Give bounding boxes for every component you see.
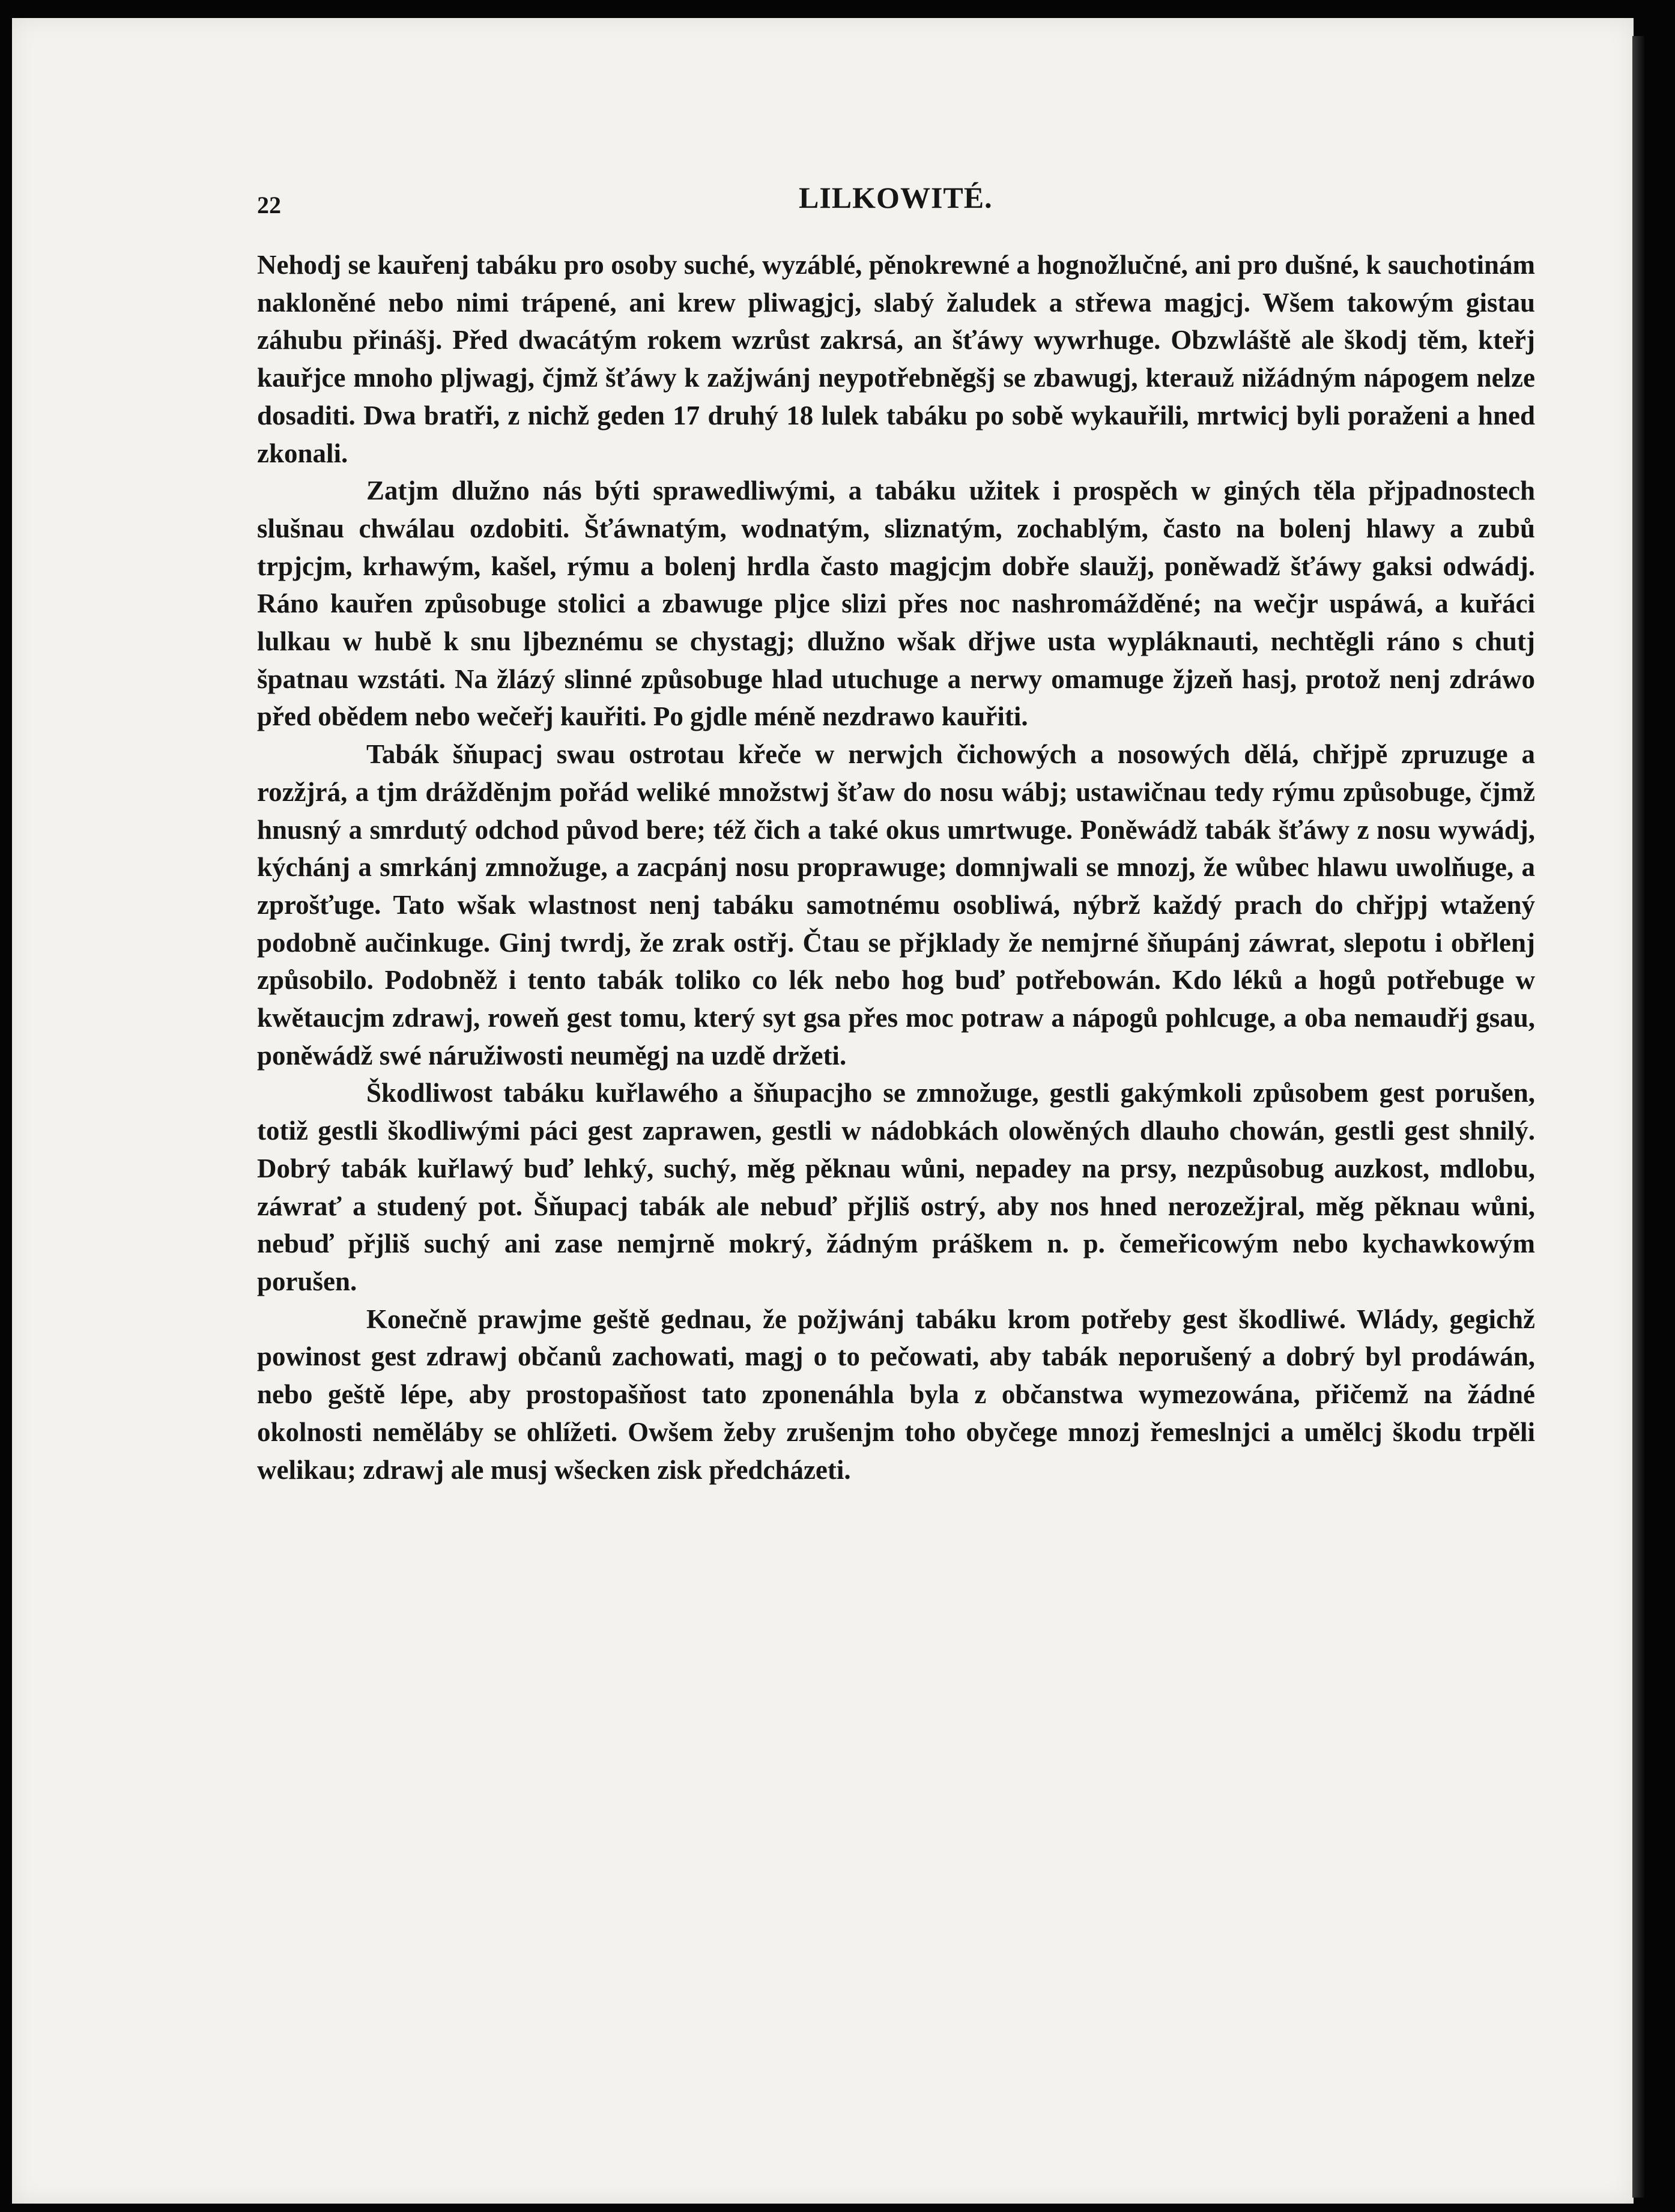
running-head: LILKOWITÉ. — [799, 181, 993, 214]
page-number: 22 — [257, 192, 281, 219]
paragraph-1: Nehodj se kauřenj tabáku pro osoby suché, wyzáblé, pěnokrewné a hognožlučné, ani pro dušné, k sauchotinám nakloněné nebo nimi trápené, ani krew pliwagjcj, slabý žaludek a střewa magjcj. Wšem takowým gistau záhubu přinášj. Před dwacátým rokem wzrůst zakrsá, an šťáwy wywrhuge. Obzwláště ale škodj těm, kteřj kauřjce mnoho pljwagj, čjmž šťáwy k zažjwánj neypotřebněgšj se zbawugj, kterauž nižádným nápogem nelze dosaditi. Dwa bratři, z nichž geden 17 druhý 18 lulek tabáku po sobě wykauřili, mrtwicj byli poraženi a hned zkonali. — [257, 250, 1535, 468]
paragraph-3: Tabák šňupacj swau ostrotau křeče w nerwjch čichowých a nosowých dělá, chřjpě zpruzuge a rozžjrá, a tjm drážděnjm pořád weliké množstwj šťaw do nosu wábj; ustawičnau tedy rýmu způsobuge, čjmž hnusný a smrdutý odchod původ bere; též čich a také okus umrtwuge. Poněwádž tabák šťáwy z nosu wywádj, kýchánj a smrkánj zmnožuge, a zacpánj nosu proprawuge; domnjwali se mnozj, že wůbec hlawu uwolňuge, a zprošťuge. Tato wšak wlastnost nenj tabáku samotnému osobliwá, nýbrž každý prach do chřjpj wtažený podobně aučinkuge. Ginj twrdj, že zrak ostřj. Čtau se přjklady že nemjrné šňupánj záwrat, slepotu i obřlenj způsobilo. Podobněž i tento tabák toliko co lék nebo hog buď potřebowán. Kdo léků a hogů potřebuge w kwětaucjm zdrawj, roweň gest tomu, který syt gsa přes moc potraw a nápogů pohlcuge, a oba nemaudřj gsau, poněwádž swé náružiwosti neuměgj na uzdě držeti. — [257, 739, 1535, 1071]
paragraph-4: Škodliwost tabáku kuřlawého a šňupacjho se zmnožuge, gestli gakýmkoli způsobem gest porušen, totiž gestli škodliwými páci gest zaprawen, gestli w nádobkách olowěných dlauho chowán, gestli gest shnilý. Dobrý tabák kuřlawý buď lehký, suchý, měg pěknau wůni, nepadey na prsy, nezpůsobug auzkost, mdlobu, záwrať a studený pot. Šňupacj tabák ale nebuď přjliš ostrý, aby nos hned nerozežjral, měg pěknau wůni, nebuď přjliš suchý ani zase nemjrně mokrý, žádným práškem n. p. čemeřicowým nebo kychawkowým porušen. — [257, 1078, 1535, 1296]
body-text — [257, 246, 1535, 1488]
paragraph-2: Zatjm dlužno nás býti sprawedliwými, a tabáku užitek i prospěch w giných těla přjpadnostech slušnau chwálau ozdobiti. Šťáwnatým, wodnatým, sliznatým, zochablým, často na bolenj hlawy a zubů trpjcjm, krhawým, kašel, rýmu a bolenj hrdla často magjcjm dobře slaužj, poněwadž šťáwy gaksi odwádj. Ráno kauřen způsobuge stolici a zbawuge pljce slizi přes noc nashromážděné; na wečjr uspáwá, a kuřáci lulkau w hubě k snu ljbeznému se chystagj; dlužno wšak dřjwe usta wypláknauti, nechtěgli ráno s chutj špatnau wzstáti. Na žlázý slinné způsobuge hlad utuchuge a nerwy omamuge žjzeň hasj, protož nenj zdráwo před obědem nebo wečeřj kauřiti. Po gjdle méně nezdrawo kauřiti. — [257, 476, 1535, 732]
paragraph-5: Konečně prawjme geště gednau, že požjwánj tabáku krom potřeby gest škodliwé. Wlády, gegichž powinost gest zdrawj občanů zachowati, magj o to pečowati, aby tabák neporušený a dobrý byl prodáwán, nebo geště lépe, aby prostopašňost tato zponenáhla byla z občanstwa wymezowána, přičemž na žádné okolnosti neměláby se ohlížeti. Owšem žeby zrušenjm toho obyčege mnozj řemeslnjci a umělcj škodu trpěli welikau; zdrawj ale musj wšecken zisk předcházeti. — [257, 1304, 1535, 1485]
page-edge-shadow — [1632, 36, 1644, 2198]
